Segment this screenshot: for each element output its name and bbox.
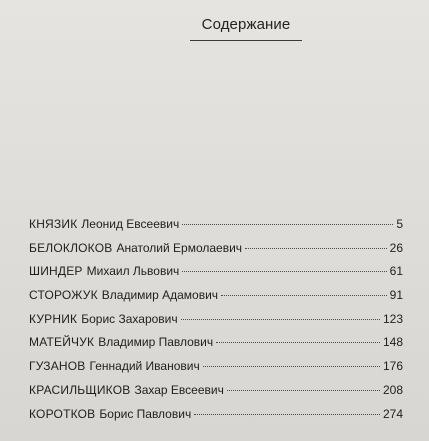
entry-surname: БЕЛОКЛОКОВ: [29, 240, 113, 255]
entry-surname: КОРОТКОВ: [29, 406, 96, 421]
entry-page-number: 26: [389, 240, 403, 255]
toc-entry: [29, 216, 403, 240]
entry-surname: ШИНДЕР: [29, 264, 83, 279]
toc-entry: [29, 382, 403, 406]
entry-surname: КУРНИК: [29, 311, 78, 326]
entry-page-number: 5: [396, 217, 403, 231]
dot-leader: [216, 342, 380, 343]
entry-given-name: Михаил Львович: [86, 264, 180, 279]
toc-entry: [29, 358, 403, 382]
entry-page-number: 123: [382, 311, 403, 326]
toc-entry: [29, 287, 403, 311]
entry-given-name: Анатолий Ермолаевич: [116, 240, 243, 255]
entry-given-name: Захар Евсеевич: [134, 382, 224, 397]
toc-entry: [29, 406, 403, 430]
entry-surname: СТОРОЖУК: [29, 288, 98, 303]
dot-leader: [221, 295, 387, 296]
title-underline: [190, 40, 302, 41]
entry-given-name: Борис Захарович: [81, 311, 178, 326]
dot-leader: [194, 414, 380, 415]
entry-page-number: 148: [382, 335, 403, 350]
entry-surname: МАТЕЙЧУК: [29, 335, 95, 350]
entry-given-name: Владимир Павлович: [98, 335, 214, 350]
toc-entry: [29, 240, 403, 264]
dot-leader: [182, 224, 393, 225]
entry-page-number: 208: [382, 382, 403, 397]
toc-entry: [29, 334, 403, 358]
entry-page-number: 274: [382, 406, 403, 421]
page-title: Содержание: [201, 16, 291, 33]
entry-page-number: 61: [389, 264, 403, 279]
toc-entry: [29, 311, 403, 335]
dot-leader: [203, 366, 380, 367]
entry-surname: КНЯЗИК: [29, 217, 78, 231]
entry-given-name: Геннадий Иванович: [89, 359, 200, 374]
dot-leader: [182, 271, 386, 272]
entry-given-name: Владимир Адамович: [101, 288, 219, 303]
dot-leader: [227, 390, 380, 391]
dot-leader: [245, 248, 387, 249]
toc-entry: [29, 263, 403, 287]
entry-page-number: 91: [389, 288, 403, 303]
toc-header: [190, 16, 302, 41]
entry-surname: КРАСИЛЬЩИКОВ: [29, 382, 131, 397]
entry-given-name: Борис Павлович: [99, 406, 192, 421]
entry-surname: ГУЗАНОВ: [29, 359, 86, 374]
entry-given-name: Леонид Евсеевич: [81, 217, 180, 231]
dot-leader: [181, 319, 380, 320]
entry-page-number: 176: [382, 359, 403, 374]
table-of-contents: [29, 216, 403, 429]
